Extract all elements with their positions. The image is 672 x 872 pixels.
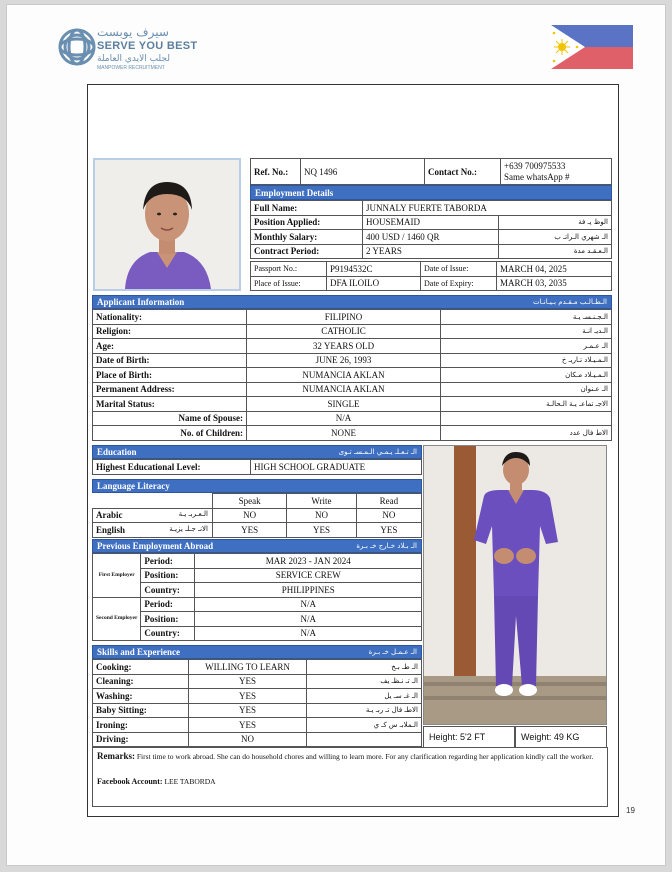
table-row: Position: N/A [93, 612, 422, 627]
education-section [92, 445, 422, 475]
table-row: Driving: NO [93, 732, 422, 747]
table-row: Speak Write Read [93, 494, 422, 509]
weight-value: Weight: 49 KG [515, 726, 607, 748]
table-row: Place of Issue: DFA ILOILO Date of Expiry: MARCH 03, 2035 [251, 276, 612, 291]
header-table [250, 158, 612, 291]
cv-document [87, 84, 619, 817]
applicant-full-body-photo [423, 445, 607, 725]
facebook-account: Facebook Account: LEE TABORDA [97, 777, 216, 786]
previous-employment-table [92, 553, 422, 641]
employment-details-header: Employment Details [250, 185, 612, 200]
skills-experience-header: Skills and Experience الـ عـمـل خـ بـرة [92, 645, 422, 659]
height-value: Height: 5'2 FT [423, 726, 515, 748]
table-row: Full Name: JUNNALY FUERTE TABORDA [251, 201, 612, 216]
table-row: Cooking: WILLING TO LEARN الـ طـ بـخ [93, 660, 422, 675]
table-row: Nationality: FILIPINO الـجـنـسـ يـة [93, 310, 612, 325]
table-row: English الانـ جـلـ يزيـة YES YES YES [93, 523, 422, 538]
education-header: Education الـ تـعـلـ يـمـي الـمـسـ تـوى [92, 445, 422, 459]
table-row: Arabic الـعـربـ يـة NO NO NO [93, 508, 422, 523]
remarks-text: Remarks: First time to work abroad. She can do household chores and willing to learn more. For any clarification regarding her application kindly call the worker. [97, 751, 594, 761]
table-row: Contract Period: 2 YEARS الـعـقـد مدة [251, 244, 612, 259]
logo-knot-icon [57, 25, 97, 69]
table-row: Ironing: YES الـملابـ س كـ ي [93, 718, 422, 733]
table-row: Baby Sitting: YES الاطـ فال تـ ربـ يـة [93, 703, 422, 718]
philippines-flag-icon [551, 25, 633, 69]
table-row: Marital Status: SINGLE الاجـ تماعـ يـة الـحالـة [93, 397, 612, 412]
table-row: Permanent Address: NUMANCIA AKLAN الـ عـنوان [93, 382, 612, 397]
applicant-information-header: Applicant Information الـطـالـب مـقـدم بـيـانـات [92, 295, 612, 309]
body-stats [423, 726, 607, 748]
language-section [92, 479, 422, 538]
remarks-box [92, 747, 608, 807]
table-row: Age: 32 YEARS OLD الـ عـمـر [93, 339, 612, 354]
table-row: Monthly Salary: 400 USD / 1460 QR الـ شهري الـراتـ ب [251, 230, 612, 245]
previous-employment-section [92, 539, 422, 641]
applicant-table [92, 309, 612, 441]
table-row: Cleaning: YES الـ تـ نـظـ يف [93, 674, 422, 689]
logo-subtitle: MANPOWER RECRUITMENT [97, 65, 165, 71]
logo-arabic-name: سيرف يوبست [97, 25, 169, 39]
language-literacy-header: Language Literacy [92, 479, 422, 493]
passport-table [250, 261, 612, 291]
logo-arabic-tagline: لجلب الايدي العاملة [97, 54, 170, 64]
table-row: Position: SERVICE CREW [93, 568, 422, 583]
table-row: Second Employer Period: N/A [93, 597, 422, 612]
applicant-section [92, 295, 612, 441]
logo-english-name: SERVE YOU BEST [97, 40, 198, 52]
table-row: Passport No.: P9194532C Date of Issue: MARCH 04, 2025 [251, 262, 612, 277]
ref-value: NQ 1496 [301, 159, 425, 185]
company-logo [57, 25, 198, 73]
table-row: Country: N/A [93, 626, 422, 641]
ref-label: Ref. No.: [251, 159, 301, 185]
table-row: Religion: CATHOLIC الـديـ انـة [93, 324, 612, 339]
employment-table [250, 200, 612, 259]
table-row: Country: PHILIPPINES [93, 583, 422, 598]
table-row: Name of Spouse: N/A [93, 411, 612, 426]
previous-employment-header: Previous Employment Abroad الـ بـلاد خـارج خـ بـرة [92, 539, 422, 553]
page-sheet [6, 4, 666, 866]
contact-label: Contact No.: [425, 159, 501, 185]
table-row: Washing: YES الـ غـ سـ يل [93, 689, 422, 704]
table-row: No. of Children: NONE الاط فال عدد [93, 426, 612, 441]
table-row: Place of Birth: NUMANCIA AKLAN الـمـيـلاد مـكان [93, 368, 612, 383]
table-row: First Employer Period: MAR 2023 - JAN 2024 [93, 554, 422, 569]
table-row: Date of Birth: JUNE 26, 1993 الـمـيـلاد تـاريـ خ [93, 353, 612, 368]
skills-section [92, 645, 422, 747]
skills-table [92, 659, 422, 747]
language-table [92, 493, 422, 538]
contact-value: +639 700975533 Same whatsApp # [501, 159, 612, 185]
table-row: Position Applied: HOUSEMAID الوظ يـ فة [251, 215, 612, 230]
table-row: Highest Educational Level: HIGH SCHOOL GRADUATE [93, 460, 422, 475]
page-number: 19 [626, 806, 635, 815]
applicant-portrait-photo [93, 158, 241, 291]
